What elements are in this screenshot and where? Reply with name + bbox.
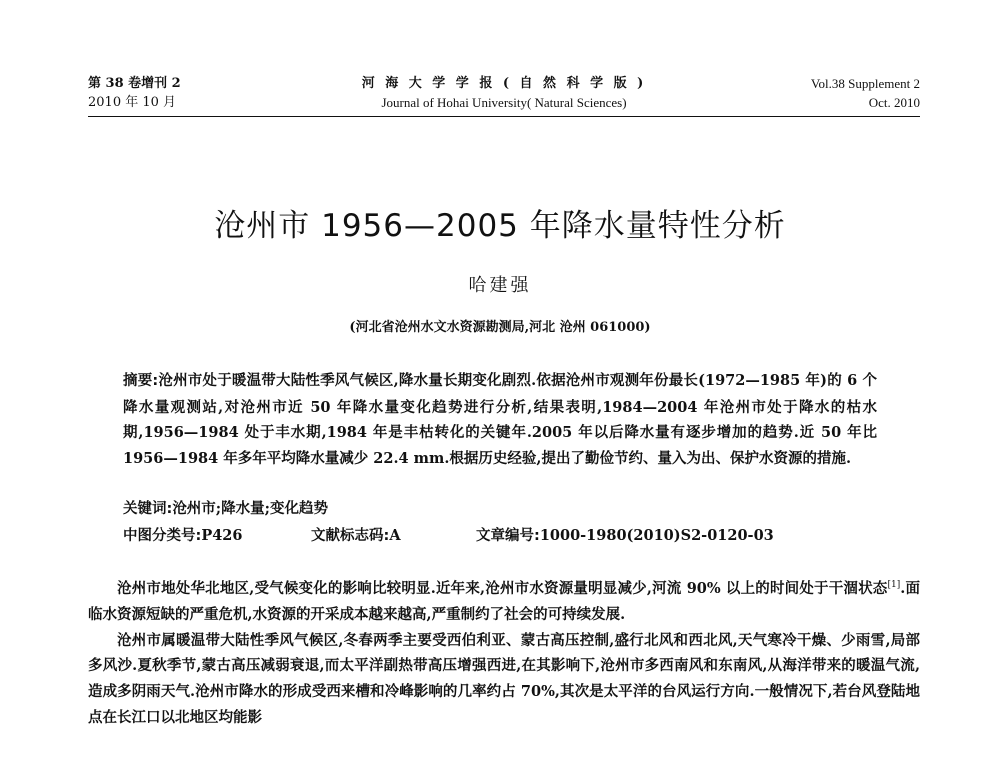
paragraph-1	[88, 576, 920, 628]
clc-value: P426	[201, 527, 243, 544]
header-date-cn: 2010 年 10 月	[88, 95, 177, 110]
keywords-label: 关键词:	[123, 501, 173, 517]
running-header	[88, 74, 920, 117]
header-volume-supplement: Vol.38 Supplement 2	[810, 76, 920, 91]
article-number-label: 文章编号:	[476, 528, 540, 544]
body-text	[88, 576, 920, 731]
doc-code-label: 文献标志码:	[311, 528, 390, 544]
citation-ref: [1]	[887, 580, 901, 590]
paragraph-2: 沧州市属暖温带大陆性季风气候区,冬春两季主要受西伯利亚、蒙古高压控制,盛行北风和西北风,天气寒冷干燥、少雨雪,局部多风沙.夏秋季节,蒙古高压减弱衰退,而太平洋副热带高压增强西进,在其影响下,沧州市多西南风和东南风,从海洋带来的暖温气流,造成多阴雨天气.沧州市降水的形成受西来槽和冷峰影响的几率约占 70%,其次是太平洋的台风运行方向.一般情况下,若台风登陆地点在长江口以北地区均能影	[88, 631, 920, 726]
article-number-value: 1000-1980(2010)S2-0120-03	[539, 527, 774, 544]
header-volume-info-en	[811, 74, 920, 112]
clc-number	[123, 524, 311, 548]
article-number	[476, 524, 774, 548]
abstract-label: 摘要:	[123, 373, 159, 389]
doc-code-value: A	[389, 527, 401, 544]
header-date-en: Oct. 2010	[868, 95, 920, 110]
header-journal-name	[88, 74, 920, 112]
article-title: 沧州市 1956—2005 年降水量特性分析	[214, 208, 786, 244]
abstract-text: 沧州市处于暖温带大陆性季风气候区,降水量长期变化剧烈.依据沧州市观测年份最长(1972—1985 年)的 6 个降水量观测站,对沧州市近 50 年降水量变化趋势进行分析,结果表明,1984—2004 年沧州市处于降水的枯水期,1956—1984 处于丰水期,1984 年是丰枯转化的关键年.2005 年以后降水量有逐步增加的趋势.近 50 年比 1956—1984 年多年平均降水量减少 22.4 mm.根据历史经验,提出了勤俭节约、量入为出、保护水资源的措施.	[123, 372, 877, 467]
abstract	[123, 368, 877, 471]
journal-name-cn: 河 海 大 学 学 报 ( 自 然 科 学 版 )	[361, 76, 647, 91]
clc-label: 中图分类号:	[123, 528, 202, 544]
keywords-text: 沧州市;降水量;变化趋势	[172, 500, 329, 517]
article-author: 哈建强	[468, 275, 532, 296]
header-volume-issue: 第 38 卷增刊 2	[88, 76, 181, 91]
paragraph-1-text-b: .面临水资源短缺的严重危机,水资源的开采成本越来越高,严重制约了社会的可持续发展.	[88, 580, 920, 623]
author-affiliation: (河北省沧州水文水资源勘测局,河北 沧州 061000)	[349, 320, 651, 335]
paragraph-1-text-a: 沧州市地处华北地区,受气候变化的影响比较明显.近年来,沧州市水资源量明显减少,河流 90% 以上的时间处于干涸状态	[117, 580, 888, 597]
keywords	[123, 497, 877, 521]
classification-line	[123, 524, 877, 548]
journal-name-en: Journal of Hohai University( Natural Sciences)	[381, 95, 627, 110]
document-code	[311, 524, 476, 548]
